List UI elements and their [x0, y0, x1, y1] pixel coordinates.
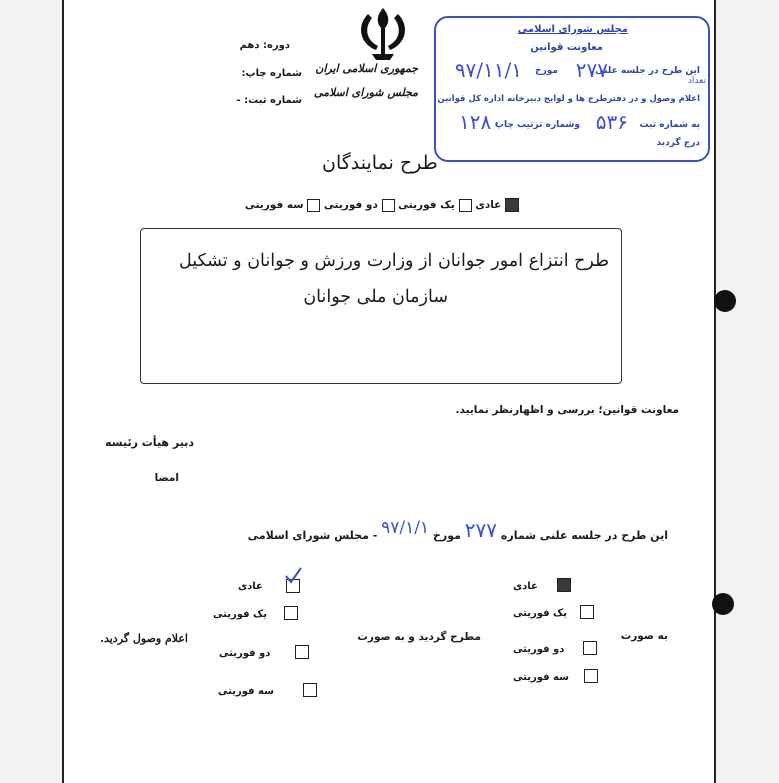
right-option-normal-label: عادی [513, 581, 538, 592]
stamp-session-number: ۲۷۷ [575, 58, 608, 82]
proposed-label: مطرح گردید و به صورت [357, 631, 481, 643]
stamp-print-order-label: وشماره ترتیب چاپ [494, 120, 580, 130]
urgency-three-label: سه فوریتی [244, 199, 304, 211]
stamp-print-order-number: ۱۲۸۰ [459, 110, 502, 134]
session-date: ۹۷/۱/۱ [381, 518, 430, 538]
stamp-dated-label: مورخ [535, 66, 558, 76]
right-option-two-checkbox[interactable] [583, 641, 597, 655]
print-number-label: شماره چاپ: [241, 68, 302, 79]
left-option-normal [238, 574, 300, 594]
left-option-two [219, 641, 309, 660]
stamp-reg-number: ۵۳۶ [595, 110, 628, 134]
emblem-line-2: مجلس شورای اسلامی [313, 86, 418, 99]
urgency-two-checkbox[interactable] [382, 199, 395, 212]
stamp-line-3-prefix: این طرح در جلسه علنی [595, 66, 700, 76]
right-option-two-label: دو فوریتی [513, 644, 565, 655]
title-box [140, 228, 622, 384]
registration-stamp [434, 16, 710, 162]
left-option-two-label: دو فوریتی [219, 648, 271, 659]
session-dated: مورخ [432, 529, 461, 542]
as-form-label: به صورت [620, 630, 668, 642]
left-option-one-label: یک فوریتی [213, 609, 268, 620]
urgency-normal-checkbox[interactable] [505, 198, 519, 212]
stamp-line-1: مجلس شورای اسلامی [517, 24, 628, 35]
left-option-three-label: سه فوریتی [218, 686, 274, 697]
urgency-two-label: دو فوریتی [323, 199, 378, 211]
right-option-normal-checkbox[interactable] [557, 578, 571, 592]
left-option-one-checkbox[interactable] [284, 606, 298, 620]
signature-label: امضا [154, 472, 179, 484]
period-label: دوره: دهم [239, 40, 290, 51]
instruction-text: معاونت قوانین؛ بررسی و اظهارنظر نمایید. [455, 404, 679, 416]
announced-label: اعلام وصول گردید. [100, 632, 188, 645]
document-type-heading: طرح نمایندگان [322, 152, 438, 174]
right-option-one-checkbox[interactable] [580, 605, 594, 619]
right-option-one [513, 601, 594, 620]
right-option-two [513, 637, 597, 656]
right-option-normal [513, 574, 571, 593]
checkmark-icon [284, 567, 302, 585]
binder-hole-bottom [712, 593, 734, 615]
urgency-normal-label: عادی [475, 199, 502, 211]
stamp-date: ۹۷/۱۱/۱ [454, 58, 522, 82]
session-line [248, 518, 668, 542]
urgency-three-checkbox[interactable] [307, 199, 320, 212]
left-option-three-checkbox[interactable] [303, 683, 317, 697]
stamp-reg-label: به شماره ثبت [639, 120, 700, 130]
parliament-emblem [313, 4, 420, 112]
right-option-three [513, 665, 598, 684]
urgency-one-checkbox[interactable] [459, 199, 472, 212]
title-line-2: سازمان ملی جوانان [303, 287, 448, 307]
stamp-line-4: اعلام وصول و در دفترطرح ها و لوایح دبیرخانه اداره کل قوانین [437, 94, 700, 104]
signature-title: دبیر هیأت رئیسه [105, 436, 194, 449]
right-option-one-label: یک فوریتی [513, 608, 568, 619]
left-option-one [213, 602, 298, 621]
left-option-normal-label: عادی [238, 581, 263, 592]
emblem-line-1: جمهوری اسلامی ایران [315, 62, 418, 75]
registration-number-label: شماره ثبت: - [236, 95, 302, 106]
left-option-three [218, 679, 317, 698]
title-line-1: طرح انتزاع امور جوانان از وزارت ورزش و جوانان و تشکیل [178, 251, 609, 271]
session-suffix: - مجلس شورای اسلامی [247, 529, 378, 542]
stamp-hand-note: تعداد [687, 76, 706, 86]
right-option-three-label: سه فوریتی [513, 672, 569, 683]
stamp-line-2: معاونت قوانین [530, 42, 603, 53]
right-option-three-checkbox[interactable] [584, 669, 598, 683]
left-option-normal-checkbox[interactable] [286, 575, 300, 594]
binder-hole-top [714, 290, 736, 312]
emblem-icon [346, 4, 420, 62]
session-prefix: این طرح در جلسه علنی شماره [500, 529, 668, 542]
left-option-two-checkbox[interactable] [295, 645, 309, 659]
urgency-row [245, 198, 519, 212]
urgency-one-label: یک فوریتی [398, 199, 455, 211]
stamp-line-6: درج گردید [656, 138, 700, 148]
session-number: ۲۷۷ [464, 518, 498, 542]
